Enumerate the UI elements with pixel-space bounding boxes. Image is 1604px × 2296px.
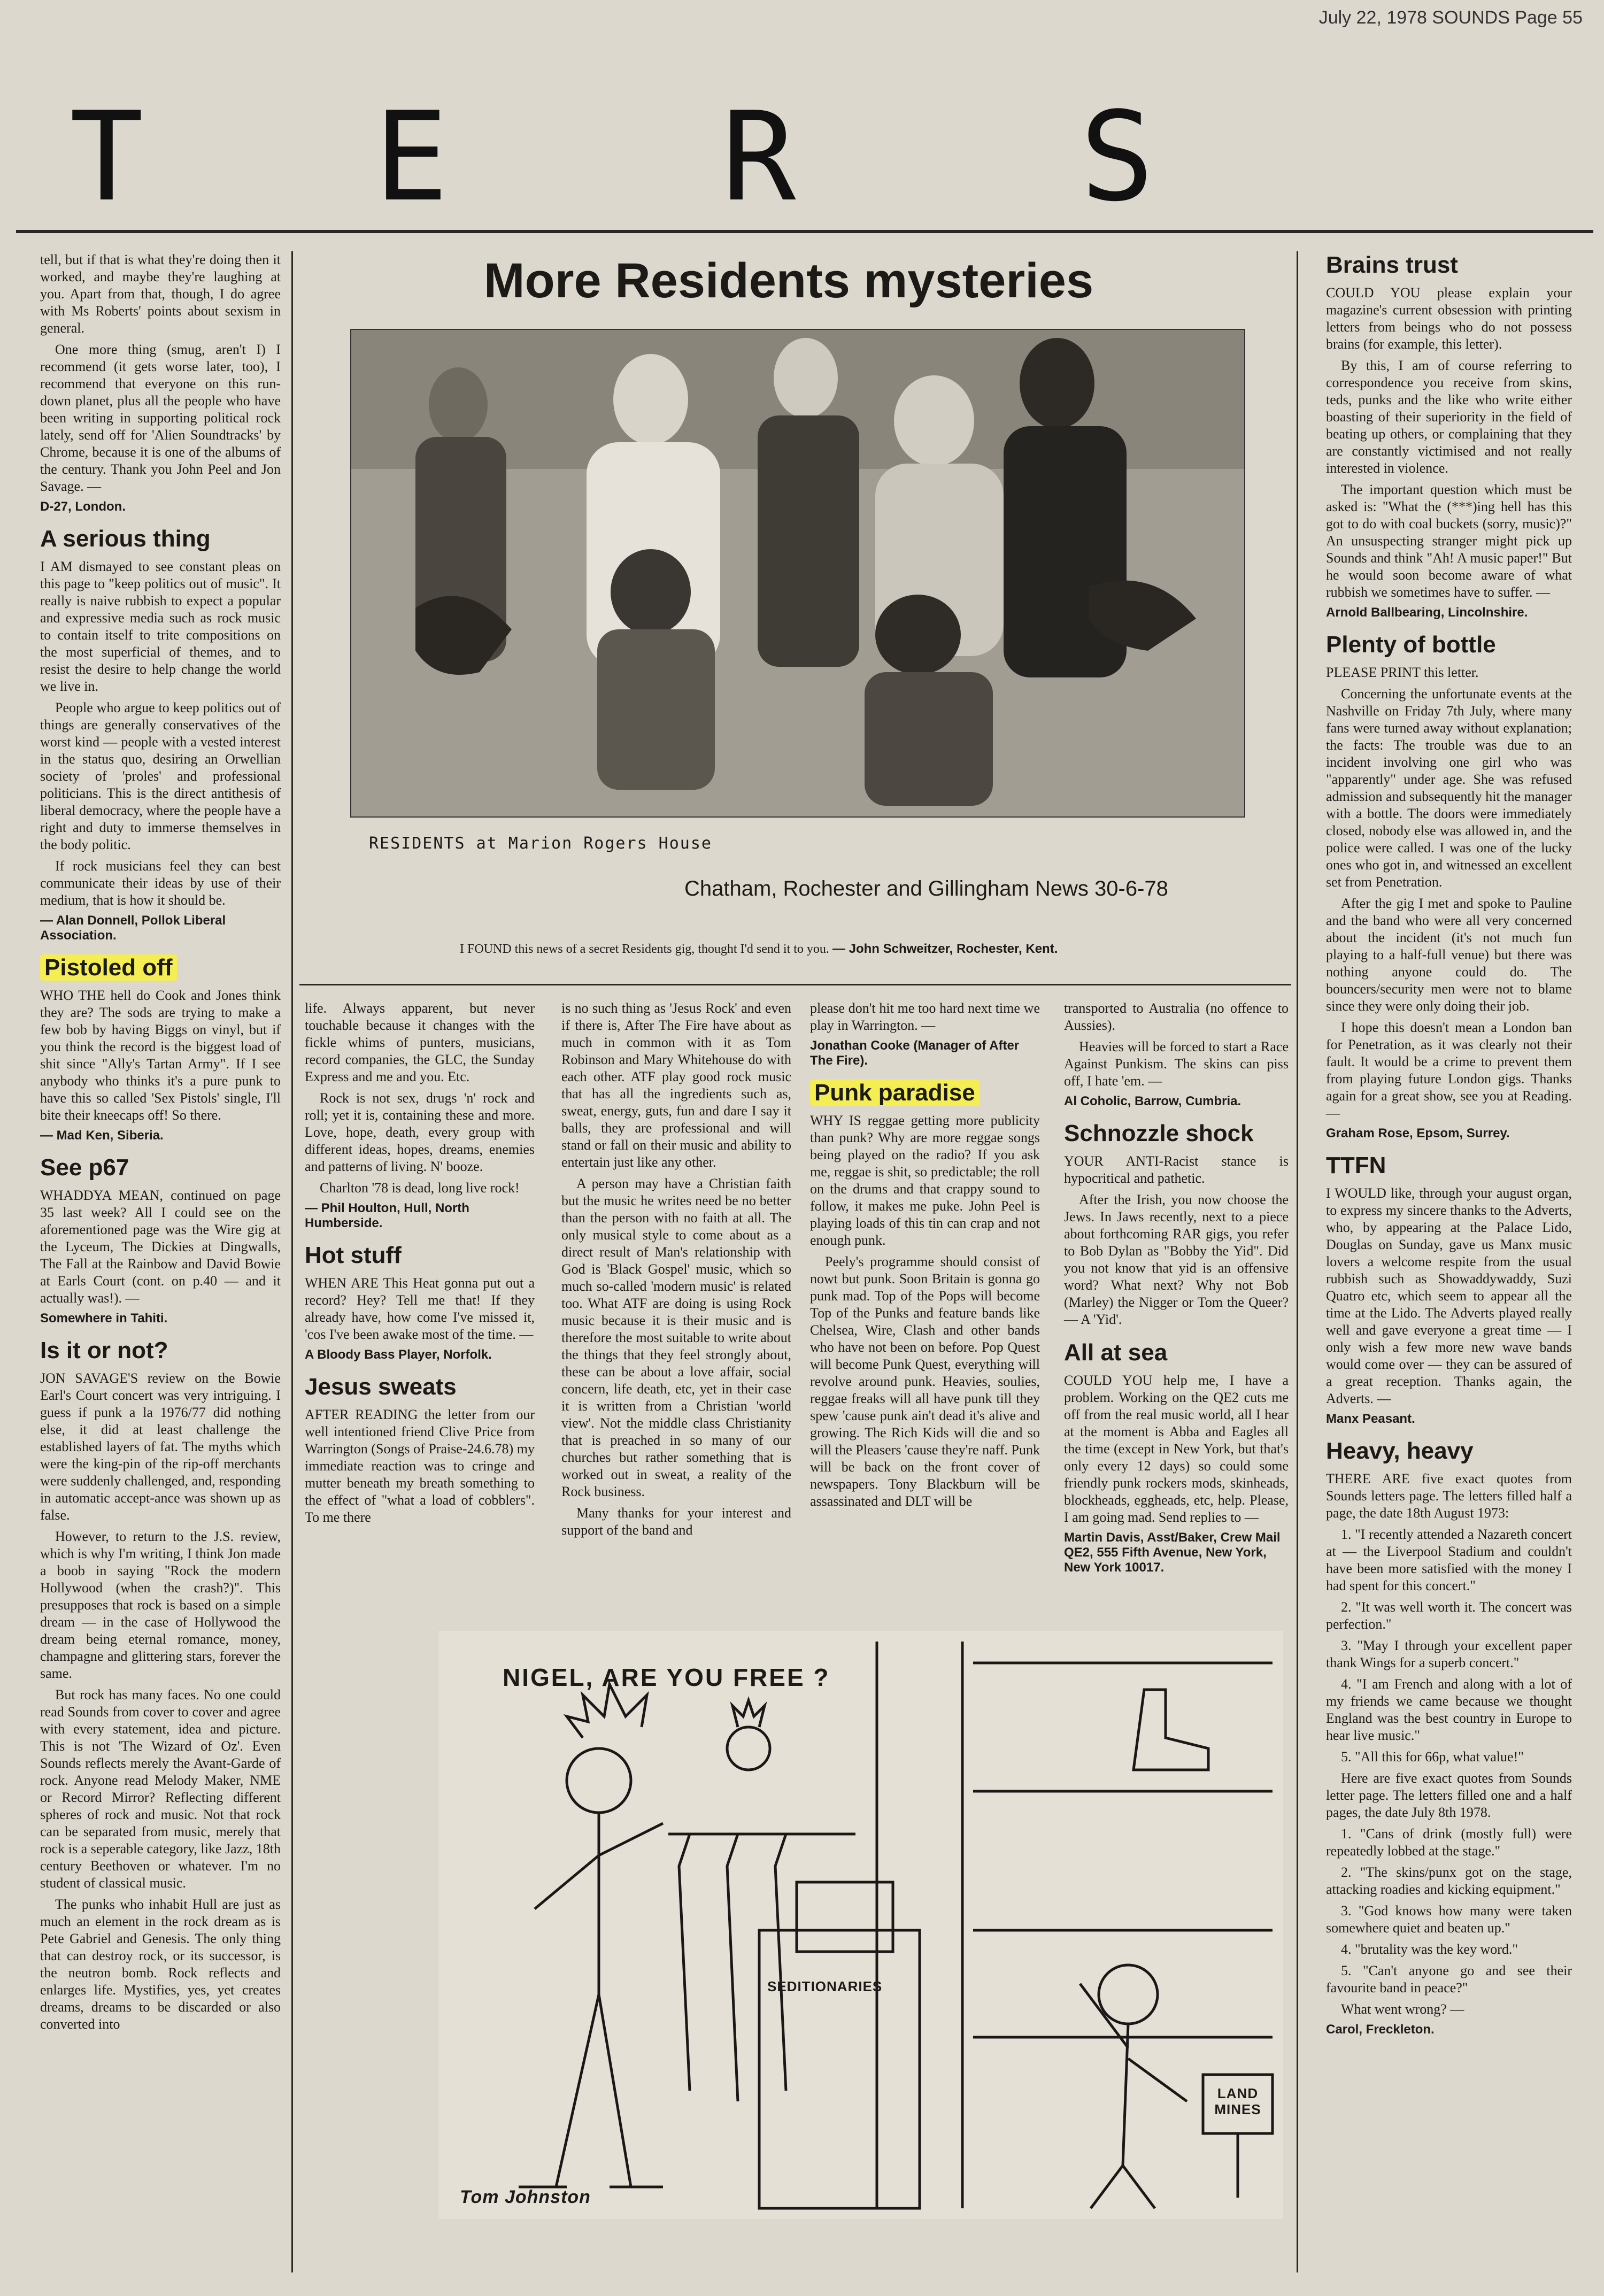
- letter-paragraph: 4. "brutality was the key word.": [1341, 1941, 1518, 1957]
- letter-paragraph: life. Always apparent, but never touchable because it changes with the fickle whims of punters, musicians, record companies, the GLC, the Sunday Express and me and you. Etc.: [305, 1000, 535, 1084]
- column-2: [305, 1000, 535, 1530]
- letter-paragraph: 2. "The skins/punx got on the stage, attacking roadies and kicking equipment.": [1326, 1864, 1572, 1897]
- letter-signature: D-27, London.: [40, 499, 126, 514]
- letter-signature: Arnold Ballbearing, Lincolnshire.: [1326, 605, 1528, 620]
- letter-heading: Plenty of bottle: [1326, 631, 1496, 658]
- cartoon-artist-signature: Tom Johnston: [460, 2187, 591, 2207]
- column-rule: [291, 251, 293, 2272]
- letter-heading-highlighted: Punk paradise: [810, 1080, 980, 1106]
- letter-signature: — Alan Donnell, Pollok Liberal Association.: [40, 913, 226, 943]
- letter-paragraph: 5. "Can't anyone go and see their favourite band in peace?": [1326, 1963, 1572, 1995]
- letter-paragraph: WHADDYA MEAN, continued on page 35 last week? All I could see on the aforementioned page was the Wire gig at the Lyceum, The Dickies at Dingwalls, The Fall at the Rainbow and David Bowie at Earls Court (cont. on p.40 — and it actually was!). —: [40, 1188, 281, 1306]
- letter-signature: — Mad Ken, Siberia.: [40, 1128, 164, 1143]
- letter-paragraph: COULD YOU help me, I have a problem. Working on the QE2 cuts me off from the real music world, all I hear at the moment is Abba and Eagles all the time (except in New York, but that's only every 12 days) so could some friendly punk rockers mods, skinheads, blockheads, eggheads, etc, help. Please, I am going mad. Send replies to —: [1064, 1373, 1289, 1525]
- letter-paragraph: After the gig I met and spoke to Pauline and the band who were all very concerned about the incident (it's not much fun playing to a half-full venue) but there was nothing anyone could do. The bouncers/security men were not to blame since they were only doing their job.: [1326, 896, 1572, 1014]
- cartoon-speech: NIGEL, ARE YOU FREE ?: [503, 1663, 830, 1691]
- feature-headline: More Residents mysteries: [483, 253, 1094, 308]
- masthead: [0, 80, 1604, 230]
- photo-caption-line2: Chatham, Rochester and Gillingham News 30-6-78: [684, 877, 1168, 900]
- feature-intro-text: I FOUND this news of a secret Residents gig, thought I'd send it to you.: [460, 942, 829, 956]
- column-1: [40, 251, 281, 2037]
- letter-paragraph: What went wrong? —: [1341, 2001, 1464, 2017]
- letter-heading: Jesus sweats: [305, 1374, 457, 1400]
- letter-paragraph: Rock is not sex, drugs 'n' rock and roll; yet it is, containing these and more. Love, hope, death, every group with different ideas, hopes, dreams, enemies and patterns of living. N' booze.: [305, 1090, 535, 1174]
- letter-signature: Al Coholic, Barrow, Cumbria.: [1064, 1094, 1241, 1108]
- column-4: [810, 1000, 1040, 1514]
- residents-photo-image: [351, 330, 1244, 816]
- letter-paragraph: is no such thing as 'Jesus Rock' and even if there is, After The Fire have about as much in common with it as Tom Robinson and Mary Whitehouse do with each other. ATF play good rock music that has all the ingredients such as, sweat, energy, guts, fun and dare I say it balls, they are professional and will stand or fall on their music and ability to entertain just like any other.: [561, 1000, 791, 1170]
- letter-signature: Martin Davis, Asst/Baker, Crew Mail QE2, 555 Fifth Avenue, New York, New York 10017.: [1064, 1530, 1281, 1575]
- letter-paragraph: The important question which must be asked is: "What the (***)ing hell has this got to do with coal buckets (sorry, music)?" An unsuspecting stranger might pick up Sounds and think "Ah! A music paper!" But he would soon become aware of what rubbish we sometimes have to suffer. —: [1326, 482, 1572, 600]
- letter-paragraph: Here are five exact quotes from Sounds letter page. The letters filled one and a half pages, the date July 8th 1978.: [1326, 1770, 1572, 1820]
- letter-signature: — Phil Houlton, Hull, North Humberside.: [305, 1201, 469, 1230]
- letter-paragraph: People who argue to keep politics out of things are generally conservatives of the worst kind — people with a vested interest in the status quo, desiring an Orwellian society of 'proles' and professional politicians. This is the direct antithesis of liberal democracy, where the people have a right and duty to immerse themselves in the body politic.: [40, 700, 281, 852]
- page-folio: July 22, 1978 SOUNDS Page 55: [1318, 7, 1583, 28]
- letter-signature: Carol, Freckleton.: [1326, 2022, 1435, 2037]
- letter-paragraph: I WOULD like, through your august organ, to express my sincere thanks to the Adverts, who, by appearing at the Palace Lido, Douglas on Sunday, gave us Manx music lovers a welcome respite from the usual rubbish such as Showaddywaddy, Suzi Quatro etc, which seem to appear all the time at the Lido. The Adverts played really well and gave everyone a great time — I only wish a few more new wave bands would come over — they can be assured of a great reception. Thanks again, the Adverts. —: [1326, 1185, 1572, 1406]
- letter-paragraph: 4. "I am French and along with a lot of my friends we came because we thought England was the best country in Europe to hear live music.": [1326, 1676, 1572, 1743]
- masthead-rule: [16, 230, 1593, 233]
- letter-paragraph: Peely's programme should consist of nowt but punk. Soon Britain is gonna go punk mad. Top of the Pops will become Top of the Punks and feature bands like Chelsea, Wire, Clash and other bands who have not been on before. Pop Quest will become Punk Quest, everything will revolve around punk. Heavies, soulies, reggae freaks will all have punk till they spew 'cause punk ain't dead it's alive and growing. The Rich Kids will die and so will the Pleasers 'cause they're naff. Punk will be back on the front cover of newspapers. Tony Blackburn will be assassinated and DLT will be: [810, 1254, 1040, 1509]
- masthead-letter: S: [1080, 86, 1154, 229]
- letter-paragraph: The punks who inhabit Hull are just as much an element in the rock dream as is Pete Gabriel and Genesis. The only thing that can destroy rock, or its successor, is the neutron bomb. Rock reflects and enlarges life. Mystifies, yes, yet creates dreams, dreams to be discarded or also converted into: [40, 1897, 281, 2032]
- letter-paragraph: Heavies will be forced to start a Race Against Punkism. The skins can piss off, I hate 'em. —: [1064, 1039, 1289, 1089]
- letter-paragraph: 1. "Cans of drink (mostly full) were repeatedly lobbed at the stage.": [1326, 1826, 1572, 1859]
- letter-heading: Is it or not?: [40, 1337, 168, 1363]
- letter-paragraph: However, to return to the J.S. review, which is why I'm writing, I think Jon made a boob in saying "Rock the modern Hollywood (when the crash?)". This presupposes that rock is based on a simple dream — in the case of Hollywood the dream being eternal romance, money, champagne and glittering stars, forever the same.: [40, 1529, 281, 1681]
- cartoon-drawing: [438, 1631, 1283, 2219]
- column-5: [1064, 1000, 1289, 1575]
- letter-paragraph: Charlton '78 is dead, long live rock!: [320, 1180, 520, 1196]
- residents-photo: [350, 329, 1245, 818]
- letter-heading: TTFN: [1326, 1152, 1386, 1178]
- column-6: [1326, 251, 1572, 2037]
- letter-paragraph: 3. "May I through your excellent paper thank Wings for a superb concert.": [1326, 1638, 1572, 1670]
- photo-caption-line1: RESIDENTS at Marion Rogers House: [369, 834, 712, 853]
- letter-heading: Brains trust: [1326, 252, 1458, 278]
- letter-paragraph: WHO THE hell do Cook and Jones think they are? The sods are trying to make a few bob by having Biggs on vinyl, but if you think the record is the biggest load of shit since "Ally's Tartan Army". If I see anybody who thinks it's a pure punk to have this so called 'Sex Pistols' single, I'll bite their kneecaps off! So there.: [40, 988, 281, 1123]
- letter-paragraph: Many thanks for your interest and support of the band and: [561, 1505, 791, 1538]
- letter-signature: Somewhere in Tahiti.: [40, 1311, 168, 1326]
- letter-paragraph: please don't hit me too hard next time we play in Warrington. —: [810, 1000, 1040, 1033]
- cartoon: [438, 1631, 1283, 2219]
- letter-paragraph: One more thing (smug, aren't I) I recommend (it gets worse later, too), I recommend that everyone on this run-down planet, plus all the people who have been writing in supporting political rock lately, send off for 'Alien Soundtracks' by Chrome, because it is one of the albums of the century. Thank you John Peel and Jon Savage. —: [40, 342, 281, 494]
- letter-heading: Schnozzle shock: [1064, 1120, 1254, 1146]
- letter-paragraph: COULD YOU please explain your magazine's current obsession with printing letters from beings who do not possess brains (for example, this letter).: [1326, 285, 1572, 352]
- letter-heading: All at sea: [1064, 1339, 1168, 1366]
- column-rule: [1297, 251, 1298, 2272]
- letter-paragraph: By this, I am of course referring to correspondence you receive from skins, teds, punks and the like who write either boasting of their superiority in the field of beating up others, or complaining that they are constantly victimised and not really interested in violence.: [1326, 358, 1572, 476]
- letter-paragraph: YOUR ANTI-Racist stance is hypocritical and pathetic.: [1064, 1153, 1289, 1186]
- cartoon-box-label: SEDITIONARIES: [767, 1978, 883, 1994]
- letter-signature: Graham Rose, Epsom, Surrey.: [1326, 1126, 1510, 1141]
- letter-heading: See p67: [40, 1154, 129, 1181]
- letter-paragraph: THERE ARE five exact quotes from Sounds letters page. The letters filled half a page, the date 18th August 1973:: [1326, 1471, 1572, 1521]
- letter-paragraph: If rock musicians feel they can best communicate their ideas by use of their medium, that is how it should be.: [40, 858, 281, 908]
- masthead-letter: R: [722, 86, 796, 229]
- letter-paragraph: PLEASE PRINT this letter.: [1326, 665, 1479, 680]
- letter-heading: A serious thing: [40, 526, 211, 552]
- column-3: [561, 1000, 791, 1543]
- letter-paragraph: 2. "It was well worth it. The concert was perfection.": [1326, 1599, 1572, 1632]
- letter-signature: A Bloody Bass Player, Norfolk.: [305, 1347, 492, 1362]
- letter-paragraph: JON SAVAGE'S review on the Bowie Earl's Court concert was very intriguing. I guess if punk a la 1976/77 did nothing else, it did at least challenge the established layers of fat. The myths which were the king-pin of the rip-off merchants were suddenly challenged, and, responding in automatic accept-ance was shown up as false.: [40, 1370, 281, 1523]
- letter-paragraph: transported to Australia (no offence to Aussies).: [1064, 1000, 1289, 1033]
- letter-signature: Manx Peasant.: [1326, 1412, 1415, 1426]
- letter-signature: Jonathan Cooke (Manager of After The Fire).: [810, 1038, 1020, 1068]
- letter-paragraph: After the Irish, you now choose the Jews. In Jaws recently, next to a piece about forthcoming RAR gigs, you refer to Bob Dylan as "Bobby the Yid". Did you not know that yid is an offensive word? What next? Why not Bob (Marley) the Nigger or Tom the Queer? — A 'Yid'.: [1064, 1192, 1289, 1327]
- letter-heading-highlighted: Pistoled off: [40, 954, 177, 981]
- letter-paragraph: tell, but if that is what they're doing then it worked, and maybe they're laughing at you. Apart from that, though, I do agree with Ms Roberts' points about sexism in general.: [40, 252, 281, 336]
- cartoon-sign-label: LAND MINES: [1214, 2085, 1261, 2117]
- feature-intro: [460, 941, 1208, 957]
- masthead-letter: E: [374, 86, 449, 229]
- feature-intro-signature: — John Schweitzer, Rochester, Kent.: [832, 942, 1058, 956]
- letter-paragraph: 5. "All this for 66p, what value!": [1341, 1749, 1524, 1765]
- letter-paragraph: 1. "I recently attended a Nazareth concert at — the Liverpool Stadium and couldn't have been more satisfied with the money I had spent for this concert.": [1326, 1527, 1572, 1593]
- masthead-letter: T: [70, 86, 144, 229]
- letter-paragraph: Concerning the unfortunate events at the Nashville on Friday 7th July, where many fans were turned away without explanation; the facts: The trouble was due to an incident involving one girl who was "apparently" under age. She was refused admission and subsequently hit the manager with a bottle. The doors were immediately closed, nobody else was allowed in, and the police were called. I was one of the lucky ones who got in, and witnessed an excellent set from Penetration.: [1326, 686, 1572, 890]
- letter-paragraph: WHEN ARE This Heat gonna put out a record? Hey? Tell me that! If they already have, how come I've missed it, 'cos I've been awake most of the time. —: [305, 1275, 535, 1342]
- letter-paragraph: WHY IS reggae getting more publicity than punk? Why are more reggae songs being played on the radio? If you ask me, reggae is shit, so predictable; the roll on the drums and that crappy sound to follow, it makes me puke. John Peel is playing loads of this tin can crap and not enough punk.: [810, 1113, 1040, 1248]
- feature-rule: [299, 984, 1291, 985]
- letter-paragraph: I AM dismayed to see constant pleas on this page to "keep politics out of music". It really is naive rubbish to expect a popular and expressive media such as rock music to contain itself to trite compositions on the most superficial of themes, and to resist the desire to help change the world we live in.: [40, 559, 281, 694]
- letter-paragraph: But rock has many faces. No one could read Sounds from cover to cover and agree with every statement, idea and picture. This is not 'The Wizard of Oz'. Even Sounds reflects merely the Avant-Garde of rock. Anyone read Melody Maker, NME or Record Mirror? Reflecting different spheres of rock and music. Not that rock can be separated from music, merely that rock is a seperable category, like Jazz, 18th century Beethoven or whatever. I'm no student of classical music.: [40, 1687, 281, 1891]
- letter-paragraph: AFTER READING the letter from our well intentioned friend Clive Price from Warrington (Songs of Praise-24.6.78) my immediate reaction was to cringe and mutter beneath my breath something to the effect of "what a load of cobblers". To me there: [305, 1407, 535, 1525]
- letter-heading: Heavy, heavy: [1326, 1438, 1474, 1464]
- letter-paragraph: A person may have a Christian faith but the music he writes need be no better than the person with no faith at all. The only musical style to come about as a direct result of Man's relationship with God is 'Black Gospel' music, which so much so-called 'modern music' is related too. What ATF are doing is using Rock music because it is their music and is therefore the most suitable to write about the things that they feel strongly about, these can be about a love affair, social concern, life death, etc, yet in their case it is written from a Christian 'world view'. Not the middle class Christianity that is preached in so many of our churches but rather something that is worked out in sweat, a reality of the Rock business.: [561, 1176, 791, 1499]
- letter-heading: Hot stuff: [305, 1242, 402, 1268]
- letter-paragraph: I hope this doesn't mean a London ban for Penetration, as it was clearly not their fault. It would be a crime to prevent them from playing future London gigs. Thanks again for a great show, see you at Reading. —: [1326, 1020, 1572, 1121]
- letter-paragraph: 3. "God knows how many were taken somewhere quiet and beaten up.": [1326, 1903, 1572, 1936]
